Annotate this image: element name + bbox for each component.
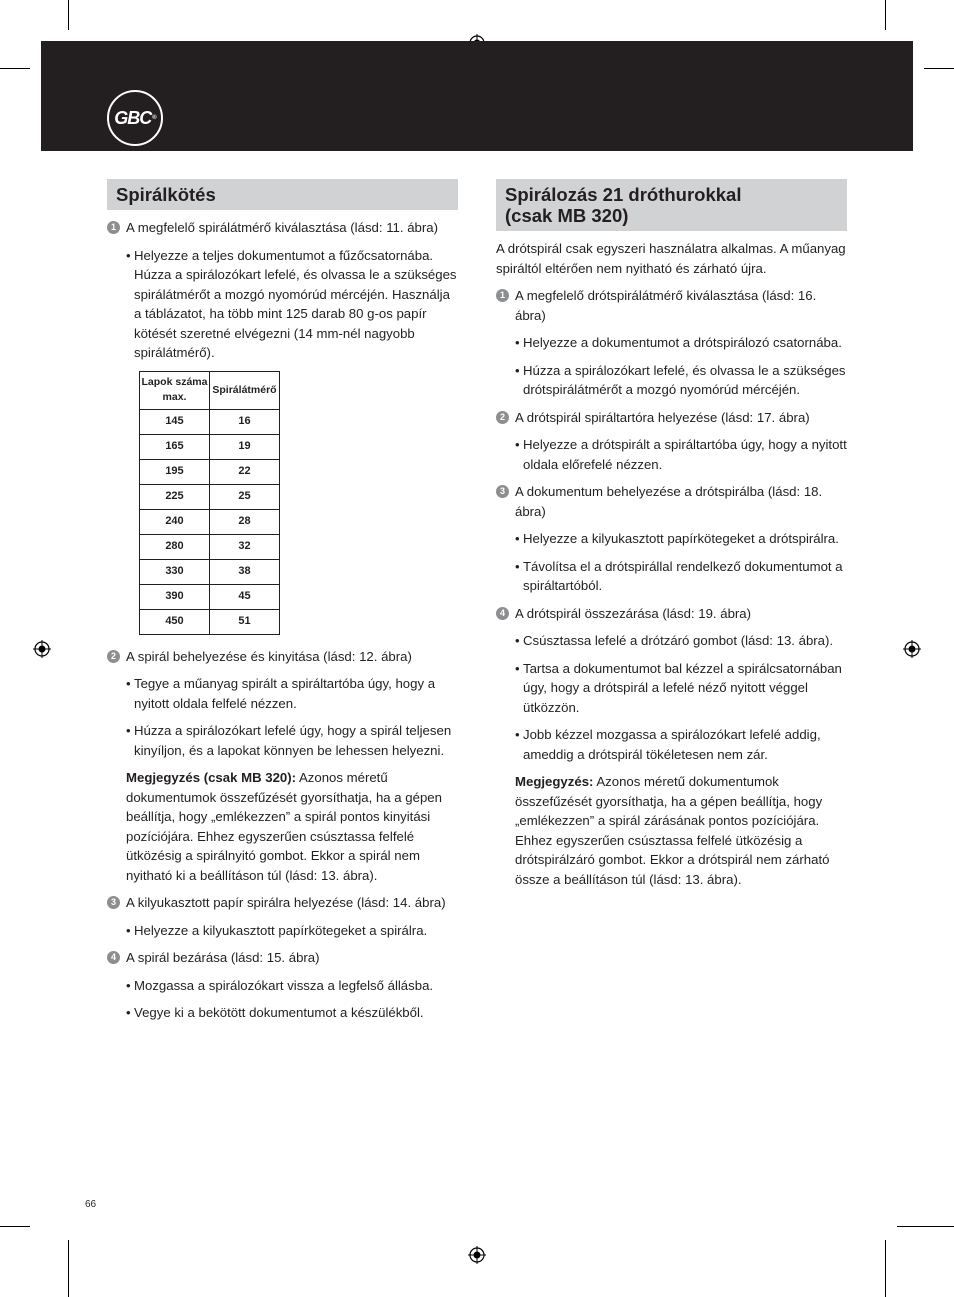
note-text: Azonos méretű dokumentumok összefűzését gyorsíthatja, ha a gépen beállítja, hogy „emlékezzen” a spirál pontos kinyitási pozíciójára. Ehhez egyszerűen csúsztassa felfelé ütközésig a spirálnyitó gombot. Ekkor a spirál nem nyitható ki a beállításon túl (lásd: 13. ábra). [126, 770, 442, 883]
note [515, 772, 847, 889]
table-header-row [140, 371, 280, 409]
section-title: Spirálkötés [107, 179, 458, 210]
bullet-item: • Húzza a spirálozókart lefelé, és olvassa le a szükséges drótspirálátmérőt a mozgó nyomórúd mércéjén. [515, 361, 847, 400]
step-text: A megfelelő drótspirálátmérő kiválasztása (lásd: 16. ábra) [515, 288, 817, 323]
page-number: 66 [85, 1199, 97, 1210]
right-column [496, 179, 847, 897]
step-text: A drótspirál összezárása (lásd: 19. ábra) [515, 605, 752, 621]
step-number-badge: 2 [496, 411, 509, 424]
table-row: 195 22 [140, 459, 280, 484]
bullet-item: • Helyezze a dokumentumot a drótspirálozó csatornába. [515, 333, 847, 353]
crop-mark [885, 0, 886, 30]
crop-mark [68, 1240, 69, 1297]
step-text: A spirál bezárása (lásd: 15. ábra) [126, 950, 320, 965]
step-1 [496, 286, 847, 325]
crop-mark [885, 1240, 886, 1297]
registration-mark-icon [468, 1246, 486, 1264]
bullet-item: • Helyezze a teljes dokumentumot a fűzőcsatornába. Húzza a spirálozókart lefelé, és olvassa le a szükséges spirálátmérőt a mozgó nyomórúd mércéjén. Használja a táblázatot, ha több mint 125 darab 80 g-os papír kötését szeretné elvégezni (14 mm-nél nagyobb spirálátmérő). [126, 246, 458, 363]
registration-mark-icon [33, 640, 51, 658]
step-4 [107, 948, 458, 968]
step-number-badge: 3 [496, 485, 509, 498]
table-row: 165 19 [140, 434, 280, 459]
step-3 [496, 482, 847, 521]
step-text: A spirál behelyezése és kinyitása (lásd: 12. ábra) [126, 648, 412, 664]
bullet-item: • Vegye ki a bekötött dokumentumot a készülékből. [126, 1003, 458, 1023]
note-text: Azonos méretű dokumentumok összefűzését gyorsíthatja, ha a gépen beállítja, hogy „emlékezzen” a spirál zárásának pontos pozíciójára. Ehhez egyszerűen csúsztassa felfelé ütközésig a drótspirálzáró gombot. Ekkor a drótspirál nem zárható össze a beállításon túl (lásd: 13. ábra). [515, 774, 830, 887]
step-text: A megfelelő spirálátmérő kiválasztása (lásd: 11. ábra) [126, 220, 439, 235]
gbc-logo [107, 90, 163, 146]
step-4 [496, 604, 847, 624]
table-row: 450 51 [140, 609, 280, 634]
step-number-badge: 1 [107, 221, 120, 234]
crop-mark [68, 0, 69, 30]
crop-mark [897, 1226, 954, 1227]
bullet-item: • Jobb kézzel mozgassa a spirálozókart lefelé addig, ameddig a drótspirál tökéletesen nem zár. [515, 725, 847, 764]
note-label: Megjegyzés (csak MB 320): [126, 770, 297, 785]
bullet-item: • Helyezze a kilyukasztott papírkötegeket a drótspirálra. [515, 529, 847, 549]
bullet-item: • Helyezze a drótspirált a spiráltartóba úgy, hogy a nyitott oldala előrefelé nézzen. [515, 435, 847, 474]
registration-mark-icon [903, 640, 921, 658]
left-column [107, 179, 458, 1031]
table-row: 225 25 [140, 484, 280, 509]
step-number-badge: 1 [496, 289, 509, 302]
table-header-sheets: Lapok száma max. [140, 371, 210, 409]
step-2 [107, 647, 458, 667]
step-text: A kilyukasztott papír spirálra helyezése (lásd: 14. ábra) [126, 895, 446, 910]
bullet-item: • Helyezze a kilyukasztott papírkötegeket a spirálra. [126, 921, 458, 941]
table-row: 145 16 [140, 409, 280, 434]
step-3 [107, 893, 458, 913]
step-number-badge: 4 [496, 607, 509, 620]
bullet-item: • Mozgassa a spirálozókart vissza a legfelső állásba. [126, 976, 458, 996]
step-2 [496, 408, 847, 428]
step-number-badge: 4 [107, 951, 120, 964]
bullet-item: • Tartsa a dokumentumot bal kézzel a spirálcsatornában úgy, hogy a drótspirál a lefelé néző nyitott véggel ütközzön. [515, 659, 847, 718]
crop-mark [924, 68, 954, 69]
section-title: Spirálozás 21 dróthurokkal (csak MB 320) [496, 179, 847, 231]
bullet-item: • Tegye a műanyag spirált a spiráltartóba úgy, hogy a nyitott oldala felfelé nézzen. [126, 674, 458, 713]
note-label: Megjegyzés: [515, 774, 594, 789]
crop-mark [0, 68, 30, 69]
bullet-item: • Húzza a spirálozókart lefelé úgy, hogy a spirál teljesen kinyíljon, és a lapokat könnyen be lehessen helyezni. [126, 721, 458, 760]
step-text: A drótspirál spiráltartóra helyezése (lásd: 17. ábra) [515, 409, 810, 425]
step-number-badge: 2 [107, 650, 120, 663]
header-band [41, 41, 913, 151]
table-header-diameter: Spirálátmérő [210, 371, 280, 409]
spiral-size-table [139, 371, 280, 635]
logo-text: GBC [114, 107, 152, 128]
note [126, 768, 458, 885]
step-1 [107, 218, 458, 238]
bullet-item: • Távolítsa el a drótspirállal rendelkező dokumentumot a spiráltartóból. [515, 557, 847, 596]
table-row: 280 32 [140, 534, 280, 559]
bullet-item: • Csúsztassa lefelé a drótzáró gombot (lásd: 13. ábra). [515, 631, 847, 651]
logo-registered: ® [152, 115, 156, 121]
table-row: 390 45 [140, 584, 280, 609]
intro-paragraph: A drótspirál csak egyszeri használatra alkalmas. A műanyag spiráltól eltérően nem nyitható és zárható újra. [496, 241, 846, 276]
crop-mark [0, 1226, 30, 1227]
step-number-badge: 3 [107, 896, 120, 909]
step-text: A dokumentum behelyezése a drótspirálba (lásd: 18. ábra) [515, 484, 823, 519]
table-row: 240 28 [140, 509, 280, 534]
table-row: 330 38 [140, 559, 280, 584]
